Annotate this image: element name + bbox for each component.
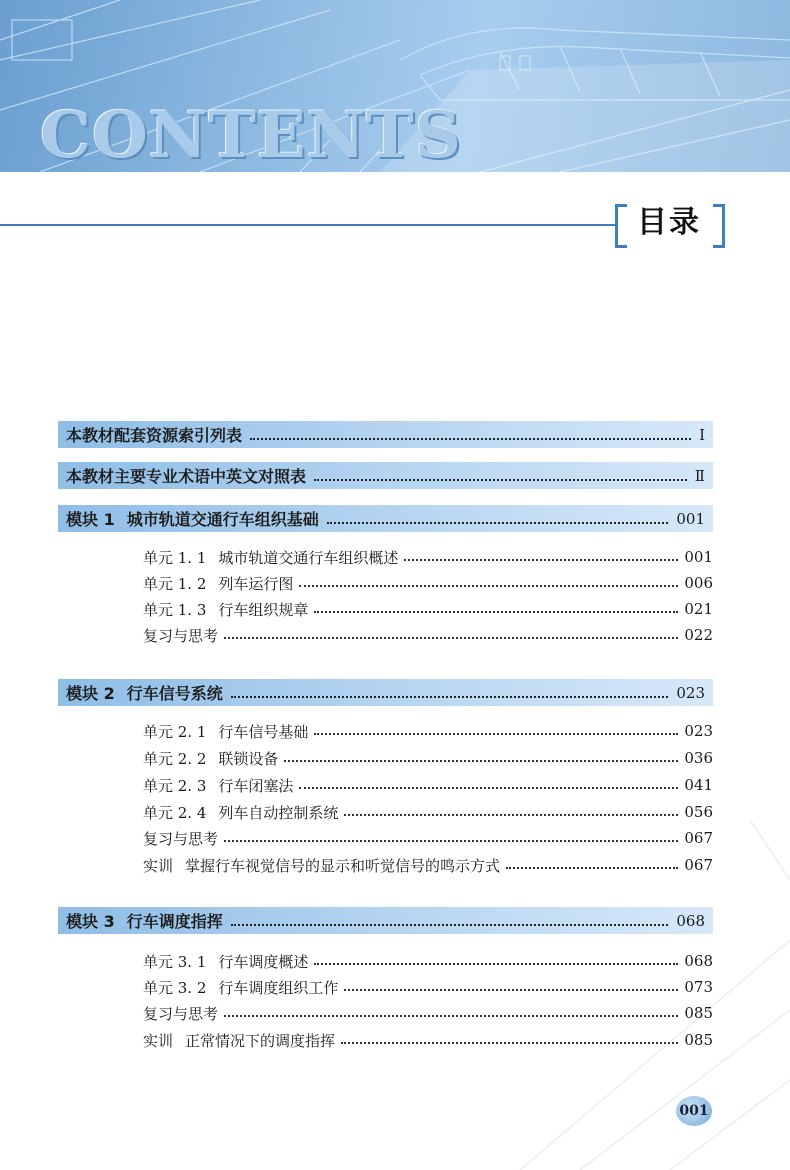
header-banner: [0, 0, 790, 172]
dot-leader: [284, 760, 678, 762]
toc-bar-module-3[interactable]: [58, 907, 713, 934]
toc-page-number: 022: [684, 626, 713, 644]
unit-number: 单元 2. 2: [143, 749, 207, 768]
dot-leader: [224, 840, 678, 842]
dot-leader: [314, 733, 678, 735]
unit-title: 复习与思考: [143, 626, 219, 645]
toc-row[interactable]: [143, 827, 713, 849]
dot-leader: [299, 787, 678, 789]
unit-number: 单元 1. 3: [143, 600, 207, 619]
toc-page-number: 085: [684, 1004, 713, 1022]
toc-page-number: 023: [676, 683, 705, 702]
unit-number: 实训: [143, 856, 174, 875]
toc-bar-resources[interactable]: [58, 421, 713, 448]
module-title: 行车调度指挥: [126, 912, 223, 931]
toc-row[interactable]: [143, 546, 713, 568]
toc-page-number: 006: [684, 574, 713, 592]
unit-title: 行车组织规章: [218, 600, 309, 619]
unit-number: 单元 2. 4: [143, 803, 207, 822]
toc-entry-label: 本教材主要专业术语中英文对照表: [66, 467, 307, 486]
module-number: 模块 3: [66, 912, 115, 931]
toc-row[interactable]: [143, 1029, 713, 1051]
toc-bar-module-2[interactable]: [58, 679, 713, 706]
toc-page-number: 001: [676, 509, 705, 528]
module-number: 模块 2: [66, 684, 115, 703]
toc-bar-terms[interactable]: [58, 462, 713, 489]
title-rule: [0, 224, 618, 226]
unit-title: 列车运行图: [218, 574, 294, 593]
dot-leader: [314, 479, 687, 481]
dot-leader: [231, 924, 669, 926]
toc-page-number: 067: [684, 856, 713, 874]
toc-page-number: 067: [684, 829, 713, 847]
unit-title: 行车闭塞法: [218, 776, 294, 795]
toc-page-number: 068: [676, 911, 705, 930]
toc-page-number: 021: [684, 600, 713, 618]
unit-title: 复习与思考: [143, 1004, 219, 1023]
unit-number: 单元 2. 1: [143, 722, 207, 741]
dot-leader: [314, 611, 678, 613]
module-number: 模块 1: [66, 510, 115, 529]
toc-page-number: 023: [684, 722, 713, 740]
unit-title: 行车调度组织工作: [218, 978, 339, 997]
dot-leader: [341, 1042, 678, 1044]
unit-title: 联锁设备: [218, 749, 279, 768]
toc-page-number: I: [699, 425, 705, 444]
dot-leader: [224, 1015, 678, 1017]
unit-title: 行车调度概述: [218, 952, 309, 971]
unit-number: 单元 1. 1: [143, 548, 207, 567]
toc-row[interactable]: [143, 720, 713, 742]
left-bracket: [615, 204, 627, 248]
toc-page-number: 056: [684, 803, 713, 821]
toc-row[interactable]: [143, 1002, 713, 1024]
unit-title: 城市轨道交通行车组织概述: [218, 548, 399, 567]
unit-number: 单元 1. 2: [143, 574, 207, 593]
toc-row[interactable]: [143, 572, 713, 594]
toc-page-number: 068: [684, 952, 713, 970]
dot-leader: [299, 585, 678, 587]
unit-number: 单元 3. 1: [143, 952, 207, 971]
dot-leader: [506, 867, 678, 869]
toc-page-number: 001: [684, 548, 713, 566]
toc-row[interactable]: [143, 747, 713, 769]
dot-leader: [404, 559, 678, 561]
unit-number: 单元 2. 3: [143, 776, 207, 795]
toc-row[interactable]: [143, 774, 713, 796]
toc-row[interactable]: [143, 598, 713, 620]
unit-number: 单元 3. 2: [143, 978, 207, 997]
dot-leader: [314, 963, 678, 965]
toc-row[interactable]: [143, 976, 713, 998]
toc-entry-label: 本教材配套资源索引列表: [66, 426, 243, 445]
unit-number: 实训: [143, 1031, 174, 1050]
dot-leader: [344, 814, 678, 816]
page-number: 001: [679, 1103, 709, 1119]
toc-page-number: 036: [684, 749, 713, 767]
toc-page-number: Ⅱ: [694, 466, 705, 485]
unit-title: 掌握行车视觉信号的显示和听觉信号的鸣示方式: [185, 856, 501, 875]
dot-leader: [250, 438, 691, 440]
unit-title: 行车信号基础: [218, 722, 309, 741]
unit-title: 列车自动控制系统: [218, 803, 339, 822]
toc-row[interactable]: [143, 854, 713, 876]
toc-page-number: 041: [684, 776, 713, 794]
toc-row[interactable]: [143, 801, 713, 823]
dot-leader: [327, 522, 669, 524]
unit-title: 正常情况下的调度指挥: [185, 1031, 336, 1050]
module-title: 行车信号系统: [126, 684, 223, 703]
contents-wordmark: CONTENTS: [40, 98, 462, 172]
module-title: 城市轨道交通行车组织基础: [126, 510, 319, 529]
toc-row[interactable]: [143, 624, 713, 646]
page-title: 目录: [637, 205, 701, 240]
toc-row[interactable]: [143, 950, 713, 972]
page-number-badge: [676, 1096, 712, 1126]
dot-leader: [231, 696, 669, 698]
toc-bar-module-1[interactable]: [58, 505, 713, 532]
right-bracket: [713, 204, 725, 248]
title-box: [615, 200, 725, 248]
unit-title: 复习与思考: [143, 829, 219, 848]
toc-page-number: 085: [684, 1031, 713, 1049]
dot-leader: [224, 637, 678, 639]
dot-leader: [344, 989, 678, 991]
toc-page-number: 073: [684, 978, 713, 996]
